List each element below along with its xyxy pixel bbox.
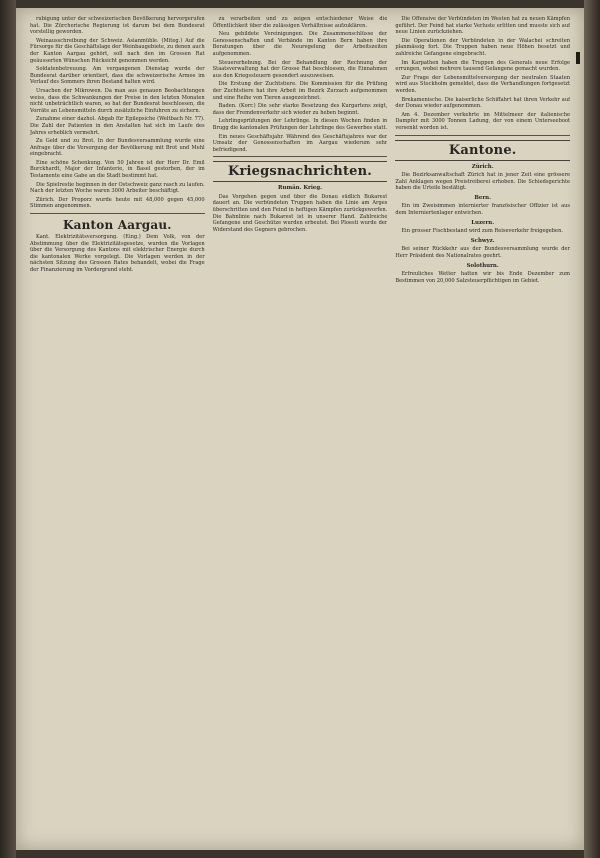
article-paragraph: Eine schöne Schenkung. Von 50 Jahren ist der Herr Dr. Emil Burckhardt, Major der Infanterie, in Basel gestorben, der im Testamente eine Gabe an die Stadt bestimmt hat. [30, 159, 205, 180]
article-paragraph: Zur Frage der Lebensmittelversorgung der neutralen Staaten wird aus Stockholm gemeldet, dass die Verhandlungen fortgesetzt werden. [395, 74, 571, 94]
headline-kantone: Kantone. [395, 140, 570, 161]
headline-kanton-aargau: Kanton Aargau. [63, 218, 172, 233]
article-paragraph: Die Operationen der Verbündeten in der Walachei schreiten planmässig fort. Die Truppen haben neue Höhen besetzt und zahlreiche Gefangene eingebracht. [395, 37, 571, 57]
article-paragraph: rubigung unter der schweizerischen Bevölkerung hervorgerufen hat. Die Zürcherische Regierung ist darum bei dem Bundesrat vorstellig geworden. [30, 16, 205, 36]
article-paragraph: Weinausschreibung der Schweiz. Asianmühle. (Miteg.) Auf die Fürsorge für die Geschäftslage der Weinbaugebiete, zu denen auch der Kanton Aargau gehört, soll nach den im Grossen Rat geäusserten Wünschen Rücksicht genommen werden. [30, 37, 205, 64]
article-paragraph: Soldatenbetreuung. Am vergangenen Dienstag wurde der Bundesrat darüber orientiert, dass die schweizerische Armee im Verlauf des Sommers ihren Bestand halten wird. [30, 66, 205, 86]
kriegs-subtitle: Rumän. Krieg. [278, 185, 322, 192]
article-paragraph: Im Karpathen haben die Truppen des Generals neue Erfolge errungen, wobei mehrere tausend Gefangene gemacht wurden. [395, 59, 571, 73]
article-paragraph: Ursachen der Mikrowen. Da man aus genauen Beobachtungen weiss, dass die Schwankungen der Preise in den letzten Monaten nicht unbeträchtlich waren, so hat der Bundesrat beschlossen, die Vorräte an Lebensmitteln durch zusätzliche Einfuhren zu sichern. [30, 87, 205, 114]
article-paragraph: Bei seiner Rückkehr aus der Bundesversammlung wurde der Herr Präsident des Nationalrates geehrt. [395, 246, 571, 260]
article-paragraph: Erfreuliches Wetter hatten wir bis Ende Dezember zum Bestimmen von 20,000 Salzsteuerpflichtigen im Gebiet. [395, 271, 571, 284]
article-paragraph: Ein grosser Fischbestand wird zum Reiseverkehr freigegeben. [401, 228, 563, 235]
article-paragraph: Ein im Zweisimmen internierter französischer Offizier ist aus dem Interniertenlager entwichen. [395, 203, 571, 217]
article-paragraph: Die Offensive der Verbündeten im Westen hat zu neuen Kämpfen geführt. Der Feind hat starke Verluste erlitten und musste sich auf neue Linien zurückziehen. [395, 16, 571, 36]
article-paragraph: Die Erstung der Zuchtstiere. Die Kommission für die Prüfung der Zuchtstiere hat ihre Arbeit im Bezirk Zurzach aufgenommen und eine Reihe von Tieren ausgezeichnet. [212, 81, 388, 101]
section-title: Schwyz. [470, 237, 495, 244]
page-edge [584, 0, 600, 858]
article-paragraph: Lehrlingsprüfungen der Lehrlinge. In diesen Wochen finden in Brugg die kantonalen Prüfungen der Lehrlinge des Gewerbes statt. [212, 118, 388, 131]
headline-kriegsnachrichten: Kriegsnachrichten. [213, 161, 388, 182]
article-paragraph: Kant. Elektrizitätsversorgung. (Eing.) Dem Volk, von der Abstimmung über die Elektrizitätsgesetze, wurden die Vorlagen über die Versorgung des Kantons mit elektrischer Energie durch die kantonalen Werke vorgelegt. Die Vorlagen werden in der nächsten Sitzung des Grossen Rates behandelt, wobei die Frage der Finanzierung im Vordergrund steht. [30, 234, 205, 273]
column-1 [30, 16, 205, 842]
article-paragraph: Das Vorgehen gegen und über die Donau südlich Bukarest dauert an. Die verbündeten Truppen haben die Linie am Arges überschritten und den Feind in heftigen Kämpfen zurückgeworfen. Die Bahnlinie nach Bukarest ist in unserer Hand. Zahlreiche Gefangene und Geschütze wurden erbeutet. Bei Ploesti wurde der Widerstand des Gegners gebrochen. [212, 193, 388, 233]
page-marker [576, 52, 580, 64]
article-paragraph: Am 4. Dezember verkehrte im Mittelmeer der italienische Dampfer mit 3000 Tonnen Ladung, der von einem Unterseeboot versenkt worden ist. [395, 111, 571, 131]
article-paragraph: Die Bezirksanwaltschaft Zürich hat in jener Zeit eine grössere Zahl Anklagen wegen Preistreiberei erhoben. Die Schiedsgerichte haben die Urteile bestätigt. [395, 172, 571, 192]
article-paragraph: Zunahme einer dazhol. Abgab für Epilepsiche (Weltbach Nr. 77). Die Zahl der Patienten in den Anstalten hat sich im Laufe des Jahres erheblich vermehrt. [30, 116, 205, 136]
divider [395, 135, 570, 136]
section-title: Zürich. [471, 163, 494, 170]
article-paragraph: Neu gebildete Vereinigungen. Die Zusammenschlüsse der Genossenschaften und Verbände im Kanton Bern haben ihre Beratungen über die Neuregelung der Arbeitszeiten aufgenommen. [212, 31, 388, 57]
article-paragraph: zu verarbeiten und zu zeigen entschiedener Weise die Öffentlichkeit über die zulässigen Verhältnisse aufzuklären. [212, 16, 388, 29]
article-paragraph: Baden. (Korr.) Die sehr starke Besetzung des Kurgartens zeigt, dass der Fremdenverkehr sich wieder zu heben beginnt. [212, 103, 388, 116]
divider [213, 156, 388, 157]
section-title: Bern. [474, 194, 491, 201]
column-3 [395, 16, 570, 842]
section-title: Luzern. [471, 219, 495, 226]
column-2 [213, 16, 388, 842]
article-paragraph: Brekamenische. Die kaiserliche Schiffahrt hat ihren Verkehr auf der Donau wieder aufgenommen. [395, 96, 571, 110]
section-title: Solothurn. [466, 262, 499, 269]
divider [30, 213, 205, 214]
newspaper-page [16, 8, 584, 850]
article-paragraph: Steuererhebung. Bei der Behandlung der Rechnung der Staatsverwaltung hat der Grosse Rat beschlossen, die Einnahmen aus den Kriegssteuern gesondert auszuweisen. [212, 59, 388, 79]
article-paragraph: Die Spielrestie beginnen in der Ostschweiz ganz rasch zu laufen. Nach der letzten Woche waren 3000 Arbeiter beschäftigt. [30, 181, 205, 195]
column-layout [30, 16, 570, 842]
article-paragraph: Ein neues Geschäftsjahr. Während des Geschäftsjahres war der Umsatz der Genossenschaften im Aargau wiederum sehr befriedigend. [212, 133, 388, 153]
article-paragraph: Zürich. Der Proporz wurde heute mit 48,000 gegen 45,000 Stimmen angenommen. [30, 196, 205, 210]
book-binding [0, 0, 16, 858]
article-paragraph: Zu Geld und zu Brot. In der Bundesversammlung wurde eine Anfrage über die Versorgung der Bevölkerung mit Brot und Mehl eingebracht. [30, 138, 205, 158]
